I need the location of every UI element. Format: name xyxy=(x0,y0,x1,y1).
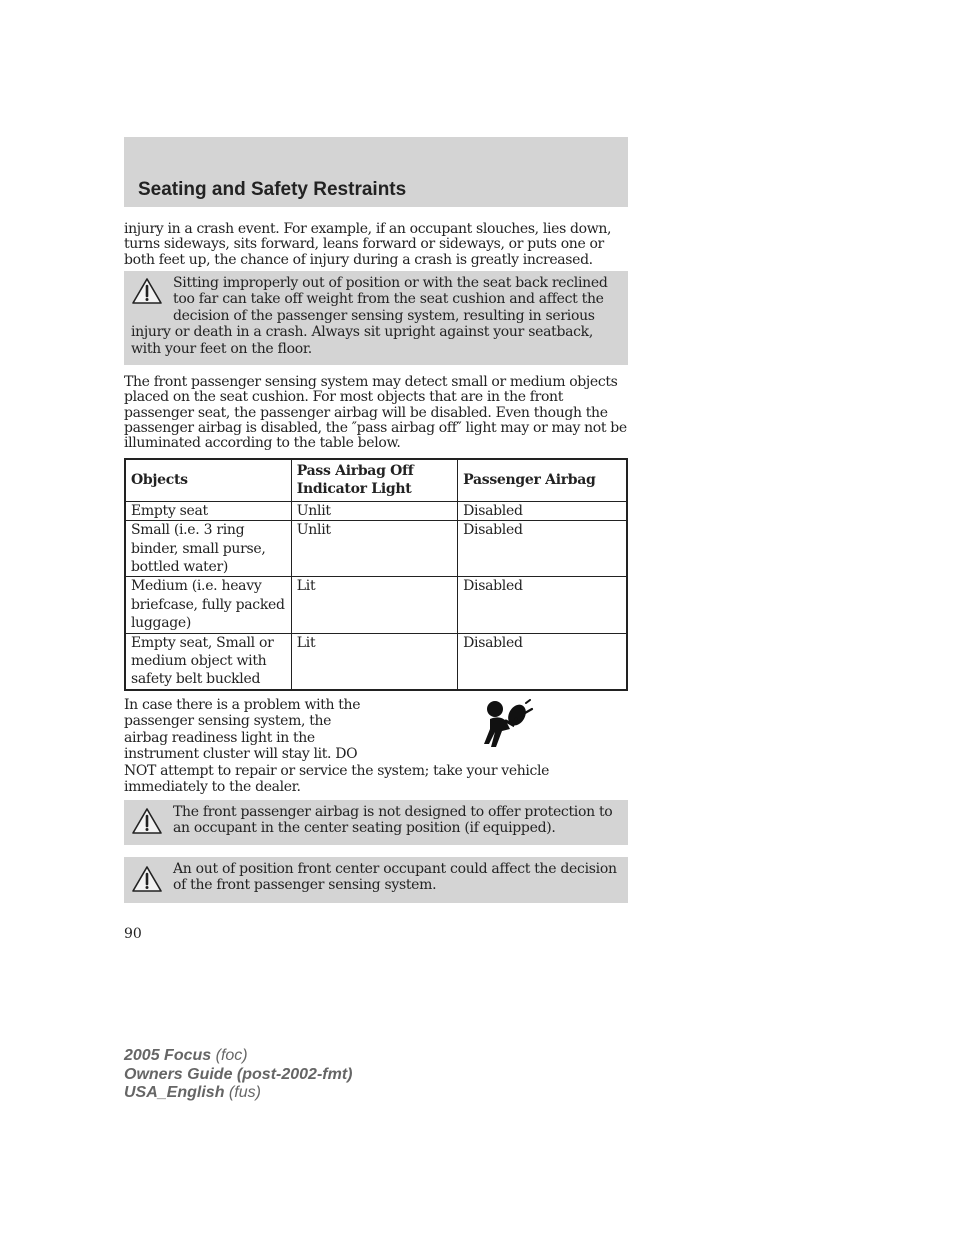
table-header-row xyxy=(125,459,627,501)
document-footer xyxy=(124,1047,352,1103)
text-line: NOT attempt to repair or service the system; take your vehicle xyxy=(124,762,550,779)
table-row xyxy=(125,521,627,577)
column-header: Pass Airbag Off Indicator Light xyxy=(291,459,457,501)
footer-guide: Owners Guide (post-2002-fmt) xyxy=(124,1065,353,1083)
page-number: 90 xyxy=(124,926,142,942)
text-line: airbag readiness light in the xyxy=(124,729,315,746)
table-row xyxy=(125,633,627,690)
section-header xyxy=(124,137,628,207)
airbag-readiness-icon xyxy=(480,699,534,749)
table-cell: Small (i.e. 3 ring binder, small purse, bottled water) xyxy=(125,521,291,577)
warning-text: Sitting improperly out of position or with the seat back reclined too far can take off weight from the seat cushion and affect the decision of the passenger sensing system, resulting in serious injury or death in a crash. Always sit upright against your seatback, with your feet on the floor. xyxy=(131,275,608,357)
column-header: Passenger Airbag xyxy=(458,459,627,501)
warning-box xyxy=(124,271,628,365)
page-title: Seating and Safety Restraints xyxy=(138,179,407,200)
intro-paragraph: injury in a crash event. For example, if an occupant slouches, lies down, turns sideways, sits forward, leans forward or sideways, or puts one or both feet up, the chance of injury during a crash is greatly increased. xyxy=(124,221,612,268)
table-cell: Disabled xyxy=(458,521,627,577)
text-line: In case there is a problem with the xyxy=(124,697,361,713)
table-cell: Empty seat xyxy=(125,501,291,520)
text-line: instrument cluster will stay lit. DO xyxy=(124,746,358,763)
table-cell: Medium (i.e. heavy briefcase, fully packed luggage) xyxy=(125,577,291,633)
footer-model-code: (foc) xyxy=(215,1047,248,1064)
table-row xyxy=(125,577,627,633)
warning-text: An out of position front center occupant could affect the decision of the front passenger sensing system. xyxy=(173,861,617,894)
table-cell: Disabled xyxy=(458,501,627,520)
warning-triangle-icon xyxy=(131,807,163,835)
objects-paragraph: The front passenger sensing system may detect small or medium objects placed on the seat cushion. For most objects that are in the front passenger seat, the passenger airbag will be disabled. Even though the passenger airbag is disabled, the ″pass airbag off″ light may or may not be illuminated according to the table below. xyxy=(124,374,627,452)
footer-model: 2005 Focus xyxy=(124,1047,212,1064)
warning-box xyxy=(124,857,628,903)
table-cell: Disabled xyxy=(458,577,627,633)
table-cell: Lit xyxy=(291,633,457,690)
column-header: Objects xyxy=(125,459,291,501)
table-cell: Lit xyxy=(291,577,457,633)
text-line: passenger sensing system, the xyxy=(124,713,332,730)
table-cell: Disabled xyxy=(458,633,627,690)
warning-box xyxy=(124,800,628,845)
warning-text: The front passenger airbag is not designed to offer protection to an occupant in the center seating position (if equipped). xyxy=(173,804,613,837)
footer-language: USA_English xyxy=(124,1084,225,1101)
sensing-table xyxy=(124,458,628,691)
footer-language-code: (fus) xyxy=(228,1084,261,1101)
problem-paragraph xyxy=(124,697,628,795)
warning-triangle-icon xyxy=(131,865,163,893)
table-cell: Unlit xyxy=(291,521,457,577)
table-row xyxy=(125,501,627,520)
text-line: immediately to the dealer. xyxy=(124,779,301,796)
table-cell: Empty seat, Small or medium object with safety belt buckled xyxy=(125,633,291,690)
table-cell: Unlit xyxy=(291,501,457,520)
